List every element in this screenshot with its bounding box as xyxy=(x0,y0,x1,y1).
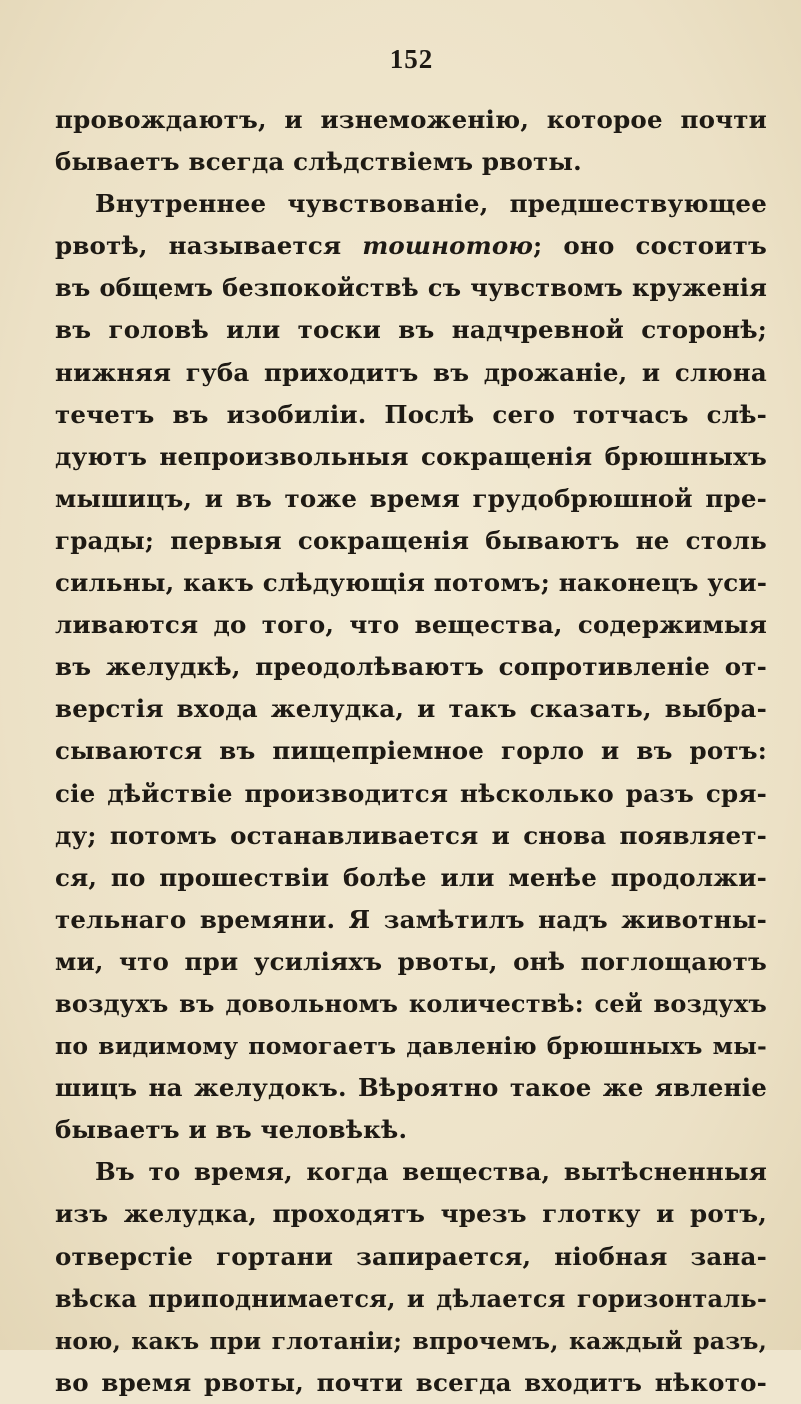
text-line: въ общемъ безпокойствѣ съ чувствомъ круженія xyxy=(55,273,767,303)
text-line: бываетъ и въ человѣкѣ. xyxy=(55,1115,408,1145)
page-number: 152 xyxy=(389,44,434,74)
text-line: сіе дѣйствіе производится нѣсколько разъ сря- xyxy=(55,778,767,808)
text-line: провождаютъ, и изнеможенію, которое почти xyxy=(55,105,767,134)
text-line: ду; потомъ останавливается и снова появляет- xyxy=(55,820,767,850)
text-line xyxy=(55,225,767,267)
text-line: ною, какъ при глотаніи; впрочемъ, каждый разъ, xyxy=(55,1326,767,1355)
text-line: нижняя губа приходитъ въ дрожаніе, и слюна xyxy=(55,357,767,387)
text-line: ся, по прошествіи болѣе или менѣе продолжи- xyxy=(55,862,767,892)
text-line: сываются въ пищепріемное горло и въ ротъ: xyxy=(55,736,767,766)
text-line: шицъ на желудокъ. Вѣроятно такое же явленіе xyxy=(55,1073,767,1103)
text-line: тельнаго времяни. Я замѣтилъ надъ животны- xyxy=(55,904,767,934)
text-line: отверстіе гортани запирается, нiобная зана- xyxy=(55,1241,767,1271)
text-line: въ желудкѣ, преодолѣваютъ сопротивленіе от- xyxy=(55,652,767,682)
text-segment: ; оно состоитъ xyxy=(533,231,767,261)
text-line: воздухъ въ довольномъ количествѣ: сей воздухъ xyxy=(55,988,767,1018)
text-line: верстія входа желудка, и такъ сказать, выбра- xyxy=(55,694,767,724)
text-line: Въ то время, когда вещества, вытѣсненныя xyxy=(95,1157,767,1187)
text-line: вѣска приподнимается, и дѣлается горизонталь- xyxy=(55,1283,767,1313)
text-line: течетъ въ изобиліи. Послѣ сего тотчасъ слѣ- xyxy=(55,399,767,429)
text-line: дуютъ непроизвольныя сокращенія брюшныхъ xyxy=(55,441,767,471)
text-line: грады; первыя сокращенія бываютъ не столь xyxy=(55,525,767,555)
emphasized-term: тошнотою xyxy=(362,231,534,261)
text-line: Внутреннее чувствованіе, предшествующее xyxy=(95,189,767,219)
body-text xyxy=(55,99,767,1404)
text-line: бываетъ всегда слѣдствіемъ рвоты. xyxy=(55,147,582,177)
text-line: по видимому помогаетъ давленію брюшныхъ мы- xyxy=(55,1032,767,1061)
text-line: въ головѣ или тоски въ надчревной сторонѣ; xyxy=(55,315,767,345)
text-line: ми, что при усиліяхъ рвоты, онѣ поглощаютъ xyxy=(55,946,767,976)
text-line: изъ желудка, проходятъ чрезъ глотку и ротъ, xyxy=(55,1199,767,1229)
text-line: мышицъ, и въ тоже время грудобрюшной пре- xyxy=(55,483,767,513)
text-line: сильны, какъ слѣдующія потомъ; наконецъ уси- xyxy=(55,568,767,598)
text-line: ливаются до того, что вещества, содержимыя xyxy=(55,610,767,640)
text-line: во время рвоты, почти всегда входитъ нѣкото- xyxy=(55,1367,767,1397)
text-segment: рвотѣ, называется xyxy=(55,231,363,261)
